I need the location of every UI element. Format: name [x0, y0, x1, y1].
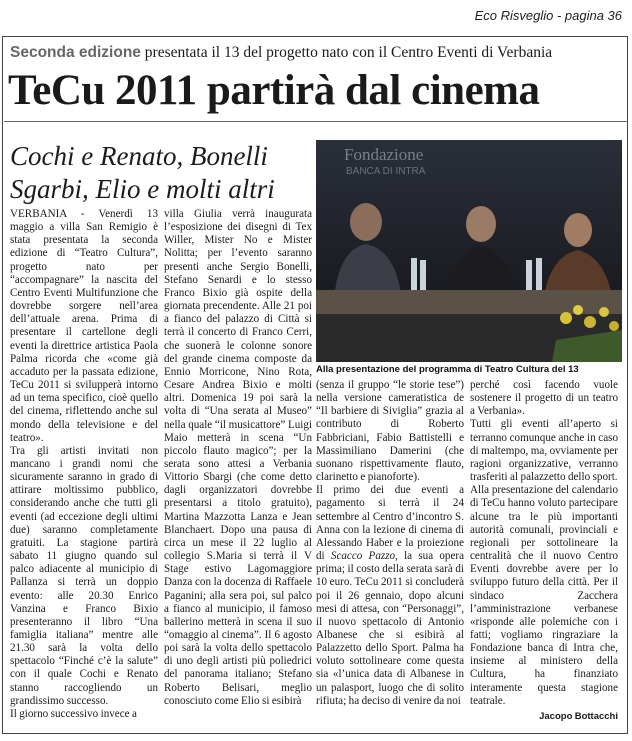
photo-caption: Alla presentazione del programma di Teatro Cultura del 13	[316, 364, 579, 375]
title-rule	[4, 121, 628, 122]
subhead-text: presentata il 13 del progetto nato con il Centro Eventi di Verbania	[140, 44, 553, 61]
film-title: Scacco Pazzo	[330, 550, 396, 563]
paragraph: perché così facendo vuole sostenere il progetto di un teatro a Verbania».	[470, 379, 618, 418]
paragraph: Tra gli artisti invitati non mancano i grandi nomi che sicuramente saranno in grado di attirare moltissimo pubblico, considerando anche che tutti gli eventi (ad eccezione degli ultimi due) saranno completamente gratuiti. La stagione partirà sabato 11 giugno quando sul palco adiacente al municipio di Pallanza si terrà un doppio evento: alle 20.30 Enrico Vanzina e Franco Bixio presenteranno il libro “Una famiglia italiana” mentre alle 21.30 sarà la volta dello spettacolo “Finché c’è la salute” con il quale Cochi e Renato stanno raccogliendo un grandissimo successo.	[10, 444, 158, 707]
paragraph: villa Giulia verrà inaugurata l’esposizione dei disegni di Tex Willer, Mister No e Mister Nolitta; per l’evento saranno presenti anche Sergio Bonelli, Stefano Senardi e lo stesso Franco Bixio già ospite della giornata precendente. Alle 21 poi a fianco del palazzo di Città si terrà il concerto di Franco Cerri, che suonerà le colonne sonore del grande cinema composte da Ennio Morricone, Nino Rota, Cesare Andrea Bixio e molti altri. Domenica 19 poi sarà la volta di “Una serata al Museo” nella quale “il musicattore” Luigi Maio metterà in scena “Un piccolo flauto magico”; per la serata sono attesi a Verbania Vittorio Sbargi (che come detto dagli organizzatori dovrebbe presentarsi a titolo gratuito), Martina Mazzotta Lanza e Jean Blanchaert. Dopo una pausa di circa un mese il 22 luglio al collegio S.Maria si terrà il V Stage estivo Lagomaggiore Danza con la docenza di Raffaele Paganini; alla sera poi, sul palco a fianco al municipio, il famoso ballerino metterà in scena il suo “omaggio al cinema”. Il 6 agosto poi sarà la volta dello spettacolo di uno degli artisti più poliedrici del panorama italiano; Stefano Roberto Belisari, meglio conosciuto come Elio si esibirà	[164, 208, 312, 707]
page-header: Eco Risveglio - pagina 36	[474, 8, 622, 23]
paragraph-part: , la sua opera prima; il costo della serata sarà di 10 euro. TeCu 2011 si concluderà poi il 26 gennaio, dopo alcuni mesi di attesa, con “Personaggi”, il nuovo spettacolo di Antonio Albanese che si esibirà al Palazzetto dello Sport. Palma ha voluto sottolineare come questa sia «l’unica data di Albanese in un palasport, luogo che di solito rifiuta; ha deciso di venire da noi	[316, 550, 465, 707]
paragraph: Il giorno successivo invece a	[10, 707, 137, 720]
article-column-1	[10, 208, 158, 721]
paragraph-part: Il primo dei due eventi a pagamento si terrà il 24 settembre al Centro d’incontro S. Anna con la lezione di cinema di Alessando Haber e la proiezione di	[316, 484, 464, 563]
article-column-2	[164, 208, 312, 708]
banner-line1: Fondazione	[344, 145, 424, 164]
paragraph: VERBANIA - Venerdì 13 maggio a villa San Remigio è stata presentata la seconda edizione di “Teatro Cultura”, progetto nato per “accompagnare” la nascita del Centro Eventi Multifunzione che dovrebbe sorgere nell’area dell’attuale arena. Prima di presentare il cartellone degli eventi la direttrice artistica Paola Palma ricorda che «come già accaduto per la passata edizione, TeCu 2011 si svilupperà intorno ad un tema specifico, cioè quello del cinema, riflettendo anche sul mondo della televisione e del teatro».	[10, 208, 158, 444]
article-title: TeCu 2011 partirà dal cinema	[8, 67, 540, 114]
event-photo	[316, 140, 622, 362]
paragraph: (senza il gruppo “le storie tese”) nella versione cameratistica de “Il barbiere di Siviglia” grazia al contributo di Roberto Fabbriciani, Fabio Battistelli e Massimiliano Damerini (che suonano rispettivamente flauto, clarinetto e pianoforte).	[316, 379, 464, 484]
paragraph	[316, 484, 464, 708]
paragraph: Tutti gli eventi all’aperto si terranno comunque anche in caso di maltempo, ma, ovviamente per ragioni organizzative, verranno trasferiti al palazzetto dello sport.	[470, 418, 618, 484]
article-column-3	[316, 379, 464, 708]
article-subhead	[10, 44, 622, 62]
article-deck: Cochi e Renato, Bonelli Sgarbi, Elio e molti altri	[10, 141, 275, 204]
byline: Jacopo Bottacchi	[539, 710, 618, 722]
paragraph: Alla presentazione del calendario di TeCu hanno voluto partecipare alcune tra le più importanti autorità comunali, provinciali e regionali per sottolineare la centralità che il nuovo Centro Eventi dovrebbe avere per lo sviluppo futuro della città. Per il sindaco Zacchera l’amministrazione verbanese «risponde alle polemiche con i fatti; vogliamo ringraziare la Fondazione banca di Intra che, insieme al ministero della Cultura, ha finanziato interamente questa stagione teatrale.	[470, 484, 618, 707]
article-column-4	[470, 379, 618, 723]
banner-line2: BANCA DI INTRA	[346, 166, 426, 177]
kicker: Seconda edizione	[10, 44, 141, 61]
photo-illustration	[316, 140, 622, 362]
